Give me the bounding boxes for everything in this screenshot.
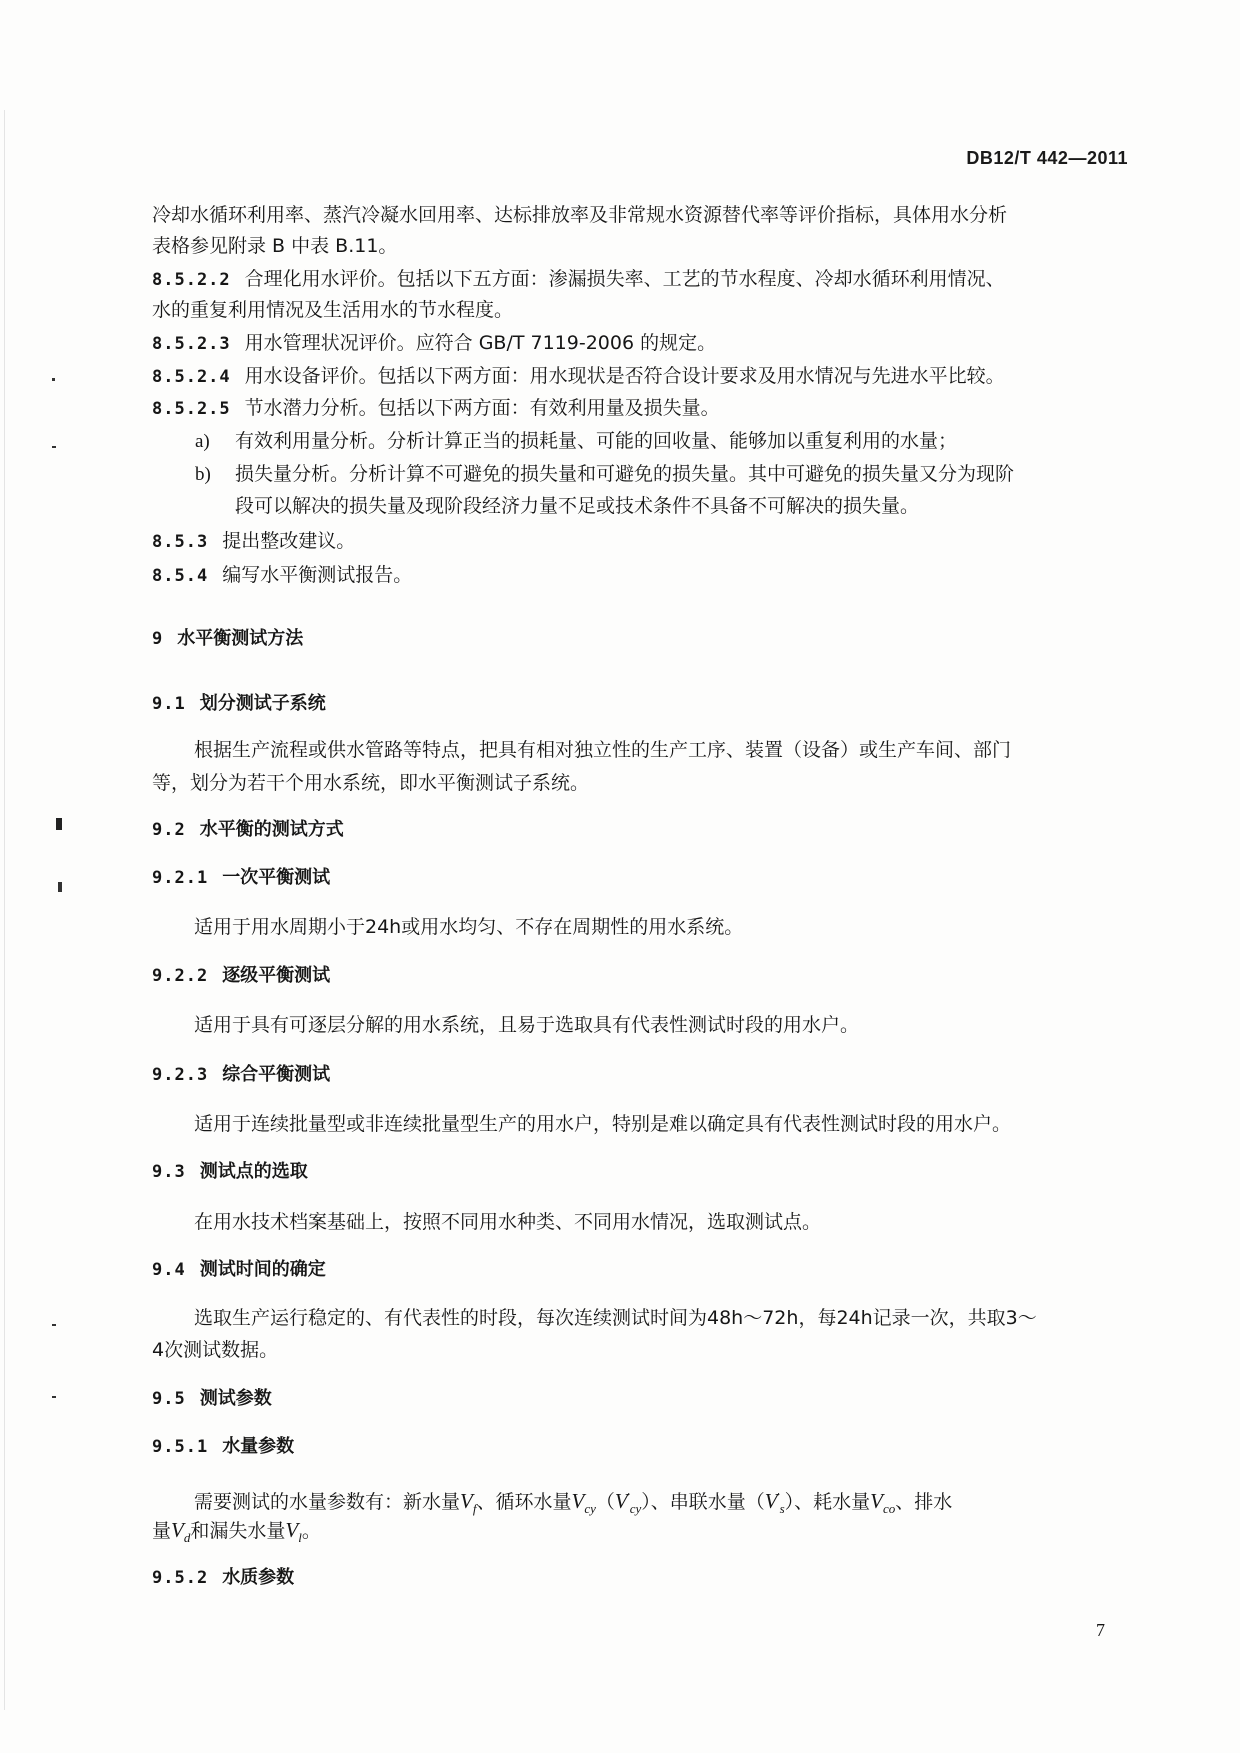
text-run: 。 xyxy=(301,1520,321,1542)
circulating-water-prime-symbol xyxy=(614,1489,642,1517)
list-label: a) xyxy=(195,431,210,452)
clause-8-5-3 xyxy=(152,529,355,554)
scan-edge-line xyxy=(4,110,5,1710)
chapter-title: 水平衡测试方法 xyxy=(177,628,304,649)
section-number: 9.3 xyxy=(152,1162,186,1182)
margin-mark xyxy=(58,882,62,892)
section-title: 水质参数 xyxy=(222,1567,295,1588)
clause-number: 8.5.4 xyxy=(152,566,209,586)
continuation-line: 表格参见附录 B 中表 B.11。 xyxy=(152,235,398,257)
section-number: 9.1 xyxy=(152,694,186,714)
document-code: DB12/T 442—2011 xyxy=(966,148,1128,168)
math-sub: co xyxy=(882,1501,896,1517)
chapter-number: 9 xyxy=(152,629,164,649)
section-9-4-paragraph: 选取生产运行稳定的、有代表性的时段，每次连续测试时间为48h～72h，每24h记录一次，共取3～ xyxy=(194,1307,1037,1329)
section-9-4-heading xyxy=(152,1258,326,1282)
leak-water-symbol xyxy=(285,1518,302,1546)
clause-8-5-4 xyxy=(152,563,412,588)
clause-number: 8.5.2.3 xyxy=(152,334,231,354)
section-9-5-heading xyxy=(152,1387,272,1411)
clause-text-continued: 水的重复利用情况及生活用水的节水程度。 xyxy=(152,299,514,321)
section-9-4-paragraph: 4次测试数据。 xyxy=(152,1339,279,1361)
math-V: V xyxy=(460,1489,473,1513)
section-number: 9.2 xyxy=(152,820,186,840)
text-run: ）、耗水量 xyxy=(784,1491,871,1513)
section-number: 9.2.2 xyxy=(152,966,209,986)
math-sub: d xyxy=(183,1530,191,1546)
clause-text: 提出整改建议。 xyxy=(222,530,356,552)
text-run: 量 xyxy=(152,1520,172,1542)
margin-mark xyxy=(52,1396,56,1398)
list-text: 有效利用量分析。分析计算正当的损耗量、可能的回收量、能够加以重复利用的水量； xyxy=(235,430,958,452)
section-title: 测试时间的确定 xyxy=(199,1259,326,1280)
section-9-5-1-heading xyxy=(152,1435,294,1459)
text-run: （ xyxy=(595,1491,615,1513)
clause-8-5-2-5 xyxy=(152,396,720,421)
clause-number: 8.5.2.2 xyxy=(152,270,231,290)
section-9-2-3-paragraph: 适用于连续批量型或非连续批量型生产的用水户，特别是难以确定具有代表性测试时段的用水户。 xyxy=(194,1113,1012,1135)
math-prime: ' xyxy=(777,1491,780,1503)
list-text: 损失量分析。分析计算不可避免的损失量和可避免的损失量。其中可避免的损失量又分为现阶 xyxy=(235,463,1015,485)
clause-8-5-2-3 xyxy=(152,331,716,356)
drain-water-symbol xyxy=(171,1518,191,1546)
section-number: 9.5.2 xyxy=(152,1568,209,1588)
text-run: 、排水 xyxy=(895,1491,953,1513)
clause-number: 8.5.2.4 xyxy=(152,367,231,387)
math-V: V xyxy=(571,1489,585,1513)
list-item-b xyxy=(195,462,1014,487)
clause-text: 用水设备评价。包括以下两方面：用水现状是否符合设计要求及用水情况与先进水平比较。 xyxy=(244,365,1005,387)
math-V: V xyxy=(285,1518,299,1542)
math-sub: l xyxy=(298,1530,302,1546)
margin-mark xyxy=(52,1324,56,1326)
math-V: V xyxy=(870,1489,883,1513)
text-run: 和漏失水量 xyxy=(190,1520,286,1542)
section-9-3-paragraph: 在用水技术档案基础上，按照不同用水种类、不同用水情况，选取测试点。 xyxy=(194,1211,822,1233)
math-V: V xyxy=(764,1489,778,1513)
section-9-5-2-heading xyxy=(152,1566,294,1590)
section-title: 逐级平衡测试 xyxy=(222,965,331,986)
margin-mark xyxy=(52,446,56,448)
section-9-1-paragraph: 根据生产流程或供水管路等特点，把具有相对独立性的生产工序、装置（设备）或生产车间、部门 xyxy=(194,739,1012,761)
text-run: ）、串联水量（ xyxy=(641,1491,765,1513)
section-title: 水平衡的测试方式 xyxy=(199,819,344,840)
math-prime: ' xyxy=(627,1491,630,1503)
text-run: 、循环水量 xyxy=(476,1491,572,1513)
clause-number: 8.5.3 xyxy=(152,532,209,552)
section-9-2-1-paragraph: 适用于用水周期小于24h或用水均匀、不存在周期性的用水系统。 xyxy=(194,916,744,938)
math-sub: s xyxy=(779,1501,785,1517)
section-title: 综合平衡测试 xyxy=(222,1064,331,1085)
clause-text: 节水潜力分析。包括以下两方面：有效利用量及损失量。 xyxy=(244,397,720,419)
clause-text: 用水管理状况评价。应符合 GB/T 7119-2006 的规定。 xyxy=(244,332,717,354)
section-title: 水量参数 xyxy=(222,1436,295,1457)
math-sub: cy xyxy=(629,1501,642,1517)
section-9-3-heading xyxy=(152,1160,308,1184)
math-V: V xyxy=(171,1518,184,1542)
margin-mark xyxy=(56,818,62,830)
section-9-5-1-paragraph xyxy=(152,1518,321,1550)
consumed-water-symbol xyxy=(870,1489,896,1517)
section-title: 测试点的选取 xyxy=(199,1161,308,1182)
section-number: 9.4 xyxy=(152,1260,186,1280)
section-title: 划分测试子系统 xyxy=(199,693,326,714)
section-9-5-1-paragraph xyxy=(194,1485,952,1521)
list-label: b) xyxy=(195,464,211,485)
text-run: 需要测试的水量参数有：新水量 xyxy=(194,1491,461,1513)
math-sub: cy xyxy=(584,1501,596,1517)
clause-8-5-2-2 xyxy=(152,267,1005,292)
math-V: V xyxy=(614,1489,628,1513)
list-text-continued: 段可以解决的损失量及现阶段经济力量不足或技术条件不具备不可解决的损失量。 xyxy=(235,495,920,517)
clause-text: 编写水平衡测试报告。 xyxy=(222,564,413,586)
chapter-9-heading xyxy=(152,627,303,651)
section-9-2-1-heading xyxy=(152,866,330,890)
clause-text: 合理化用水评价。包括以下五方面：渗漏损失率、工艺的节水程度、冷却水循环利用情况、 xyxy=(244,268,1005,290)
section-number: 9.5 xyxy=(152,1389,186,1409)
clause-number: 8.5.2.5 xyxy=(152,399,231,419)
section-9-2-2-paragraph: 适用于具有可逐层分解的用水系统，且易于选取具有代表性测试时段的用水户。 xyxy=(194,1014,860,1036)
page-number: 7 xyxy=(1096,1620,1105,1640)
clause-8-5-2-4 xyxy=(152,364,1005,389)
section-number: 9.2.3 xyxy=(152,1065,209,1085)
section-9-1-paragraph: 等，划分为若干个用水系统，即水平衡测试子系统。 xyxy=(152,772,590,794)
continuation-line: 冷却水循环利用率、蒸汽冷凝水回用率、达标排放率及非常规水资源替代率等评价指标，具体用水分析 xyxy=(152,204,1008,226)
new-water-symbol xyxy=(460,1489,477,1517)
section-number: 9.5.1 xyxy=(152,1437,209,1457)
list-item-a xyxy=(195,429,957,454)
circulating-water-symbol xyxy=(571,1489,596,1517)
section-number: 9.2.1 xyxy=(152,868,209,888)
math-sub: f xyxy=(472,1501,477,1517)
section-9-2-3-heading xyxy=(152,1063,330,1087)
series-water-symbol xyxy=(764,1489,785,1517)
section-9-2-2-heading xyxy=(152,964,330,988)
margin-mark xyxy=(52,378,55,381)
section-9-2-heading xyxy=(152,818,344,842)
section-title: 测试参数 xyxy=(199,1388,272,1409)
section-9-1-heading xyxy=(152,692,326,716)
section-title: 一次平衡测试 xyxy=(222,867,331,888)
